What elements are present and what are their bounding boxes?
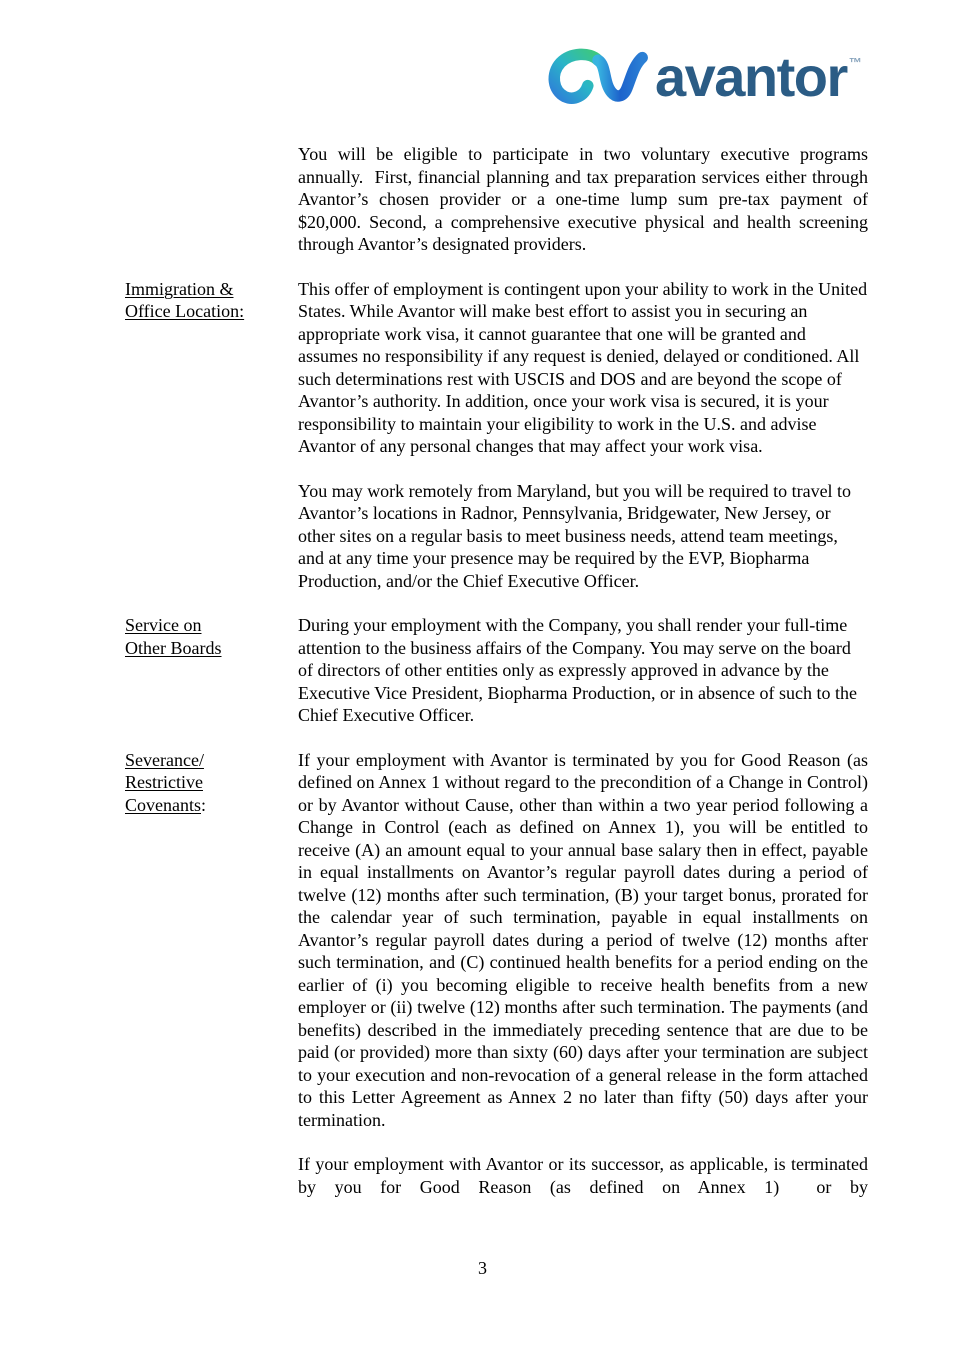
severance-label-line-1: Severance/ xyxy=(125,749,204,770)
letter-body xyxy=(125,143,868,1220)
immigration-paragraph-2: You may work remotely from Maryland, but you will be required to travel to Avantor’s locations in Radnor, Pennsylvania, Bridgewater, New Jersey, or other sites on a regular basis to meet business needs, attend team meetings, and at any time your presence may be required by the EVP, Biopharma Production, and/or the Chief Executive Officer. xyxy=(298,480,852,591)
severance-paragraph-2: If your employment with Avantor or its successor, as applicable, is terminated by you for Good Reason (as defined on Annex 1) or by xyxy=(298,1154,868,1197)
severance-body xyxy=(298,749,868,1221)
section-benefits xyxy=(125,143,868,278)
immigration-label-line-2: Office Location: xyxy=(125,301,245,321)
avantor-wave-icon xyxy=(547,46,649,110)
severance-paragraph-1: If your employment with Avantor is terminated by you for Good Reason (as defined on Annex 1 without regard to the precondition of a Change in Control) or by Avantor without Cause, other than within a two year period following a Change in Control (each as defined on Annex 1), you will be entitled to receive (A) an amount equal to your annual base salary then in effect, payable in equal installments on Avantor’s regular payroll dates during a period of twelve (12) months after such termination, (B) your target bonus, prorated for the calendar year of such termination, payable in equal installments on Avantor’s regular payroll dates during a period of twelve (12) months after such termination, and (C) continued health benefits for a period ending on the earlier of (i) you becoming eligible to receive health benefits from a new employer or (ii) twelve (12) months after such termination. The payments (and benefits) described in the immediately preceding sentence that are due to be paid (or provided) more than sixty (60) days after your termination are subject to your execution and non-revocation of a general release in the form attached to this Letter Agreement as Annex 2 no later than fifty (50) days after your termination. xyxy=(298,749,868,1130)
benefits-paragraph: You will be eligible to participate in two voluntary executive programs annually. First, financial planning and tax preparation services either through Avantor’s chosen provider or a one-time lump sum pre-tax payment of $20,000. Second, a comprehensive executive physical and health screening through Avantor’s designated providers. xyxy=(298,144,868,254)
immigration-body xyxy=(298,278,868,615)
immigration-label xyxy=(125,278,298,323)
immigration-label-line-1: Immigration & xyxy=(125,278,234,299)
severance-label-line-3-text: Covenants xyxy=(125,794,201,815)
avantor-wordmark: avantor xyxy=(655,45,847,108)
page-number: 3 xyxy=(478,1258,487,1278)
severance-label xyxy=(125,749,298,817)
section-severance xyxy=(125,749,868,1221)
severance-label-line-3-colon: : xyxy=(201,794,207,815)
service-label xyxy=(125,614,298,659)
severance-label-line-2: Restrictive xyxy=(125,772,203,792)
service-label-line-2: Other Boards xyxy=(125,637,222,658)
benefits-body xyxy=(298,143,868,278)
service-paragraph: During your employment with the Company, you shall render your full-time attention to the business affairs of the Company. You may serve on the board of directors of other entities only as expressly approved in advance by the Executive Vice President, Biopharma Production, or in absence of such to the Chief Executive Officer. xyxy=(298,615,857,725)
severance-label-line-3 xyxy=(125,794,298,817)
service-body xyxy=(298,614,868,749)
trademark-symbol: ™ xyxy=(848,55,862,70)
avantor-logo xyxy=(547,46,862,110)
section-immigration xyxy=(125,278,868,615)
immigration-paragraph-1: This offer of employment is contingent upon your ability to work in the United States. While Avantor will make best effort to assist you in securing an appropriate work visa, it cannot guarantee that one will be granted and assumes no responsibility if any request is denied, delayed or conditioned. All such determinations rest with USCIS and DOS and are beyond the scope of Avantor’s authority. In addition, once your work visa is secured, it is your responsibility to maintain your eligibility to work in the U.S. and advise Avantor of any personal changes that may affect your work visa. xyxy=(298,278,868,456)
service-label-line-1: Service on xyxy=(125,615,202,635)
section-service-on-other-boards xyxy=(125,614,868,749)
